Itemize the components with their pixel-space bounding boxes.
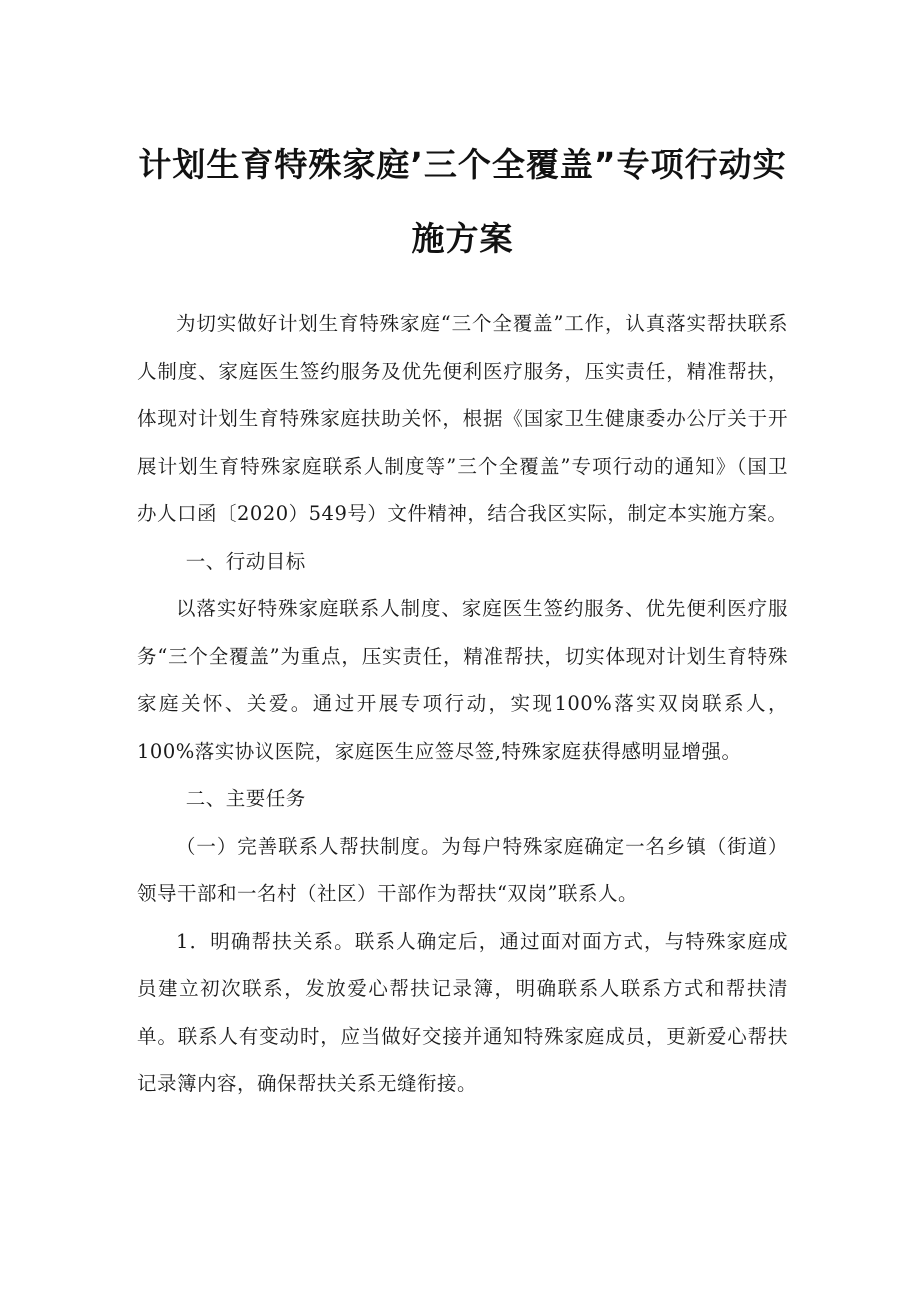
task-1-paragraph: （一）完善联系人帮扶制度。为每户特殊家庭确定一名乡镇（街道）领导干部和一名村（社区）干部作为帮扶“双岗”联系人。 [137,834,788,905]
objectives-paragraph: 以落实好特殊家庭联系人制度、家庭医生签约服务、优先便利医疗服务“三个全覆盖”为重点，压实责任，精准帮扶，切实体现对计划生育特殊家庭关怀、关爱。通过开展专项行动，实现100%落实双岗联系人，100%落实协议医院，家庭医生应签尽签,特殊家庭获得感明显增强。 [137,597,788,763]
section-heading-objectives: 一、行动目标 [185,549,306,573]
document-title [137,128,788,276]
document-body [137,300,788,1108]
task-1-item-1-paragraph: 1．明确帮扶关系。联系人确定后，通过面对面方式，与特殊家庭成员建立初次联系，发放爱心帮扶记录簿，明确联系人联系方式和帮扶清单。联系人有变动时，应当做好交接并通知特殊家庭成员，更新爱心帮扶记录簿内容，确保帮扶关系无缝衔接。 [137,929,788,1095]
section-heading-main-tasks: 二、主要任务 [185,787,306,810]
document-title-line-2: 施方案 [411,219,514,258]
intro-paragraph: 为切实做好计划生育特殊家庭“三个全覆盖”工作，认真落实帮扶联系人制度、家庭医生签约服务及优先便利医疗服务，压实责任，精准帮扶，体现对计划生育特殊家庭扶助关怀，根据《国家卫生健康委办公厅关于开展计划生育特殊家庭联系人制度等”三个全覆盖”专项行动的通知》（国卫办人口函〔2020）549号）文件精神，结合我区实际，制定本实施方案。 [137,312,788,525]
document-title-line-1: 计划生育特殊家庭’三个全覆盖”专项行动实 [138,145,787,184]
